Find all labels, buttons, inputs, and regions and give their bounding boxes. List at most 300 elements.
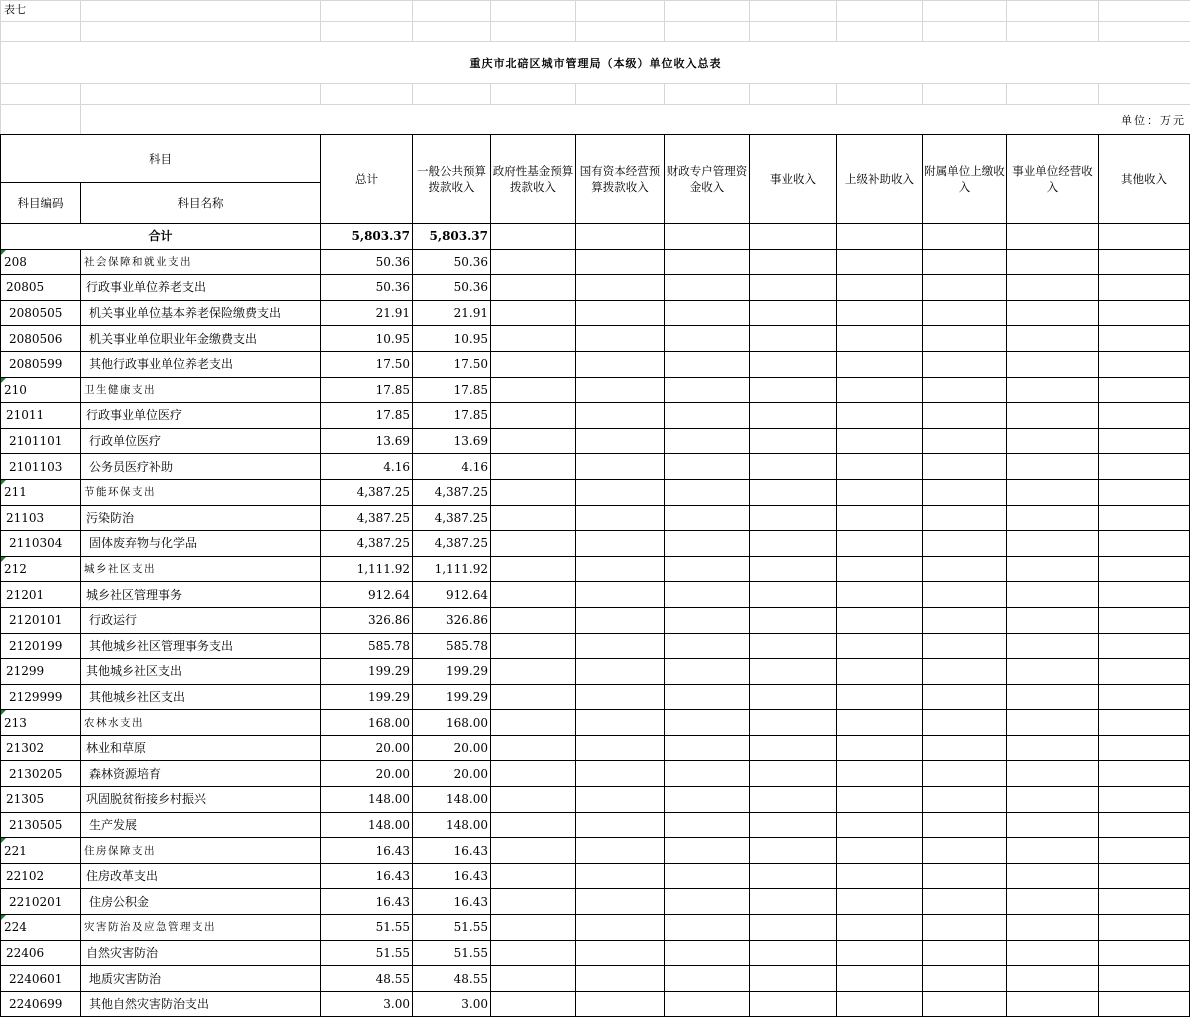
row-general[interactable]: 199.29 bbox=[413, 684, 491, 710]
row-code[interactable]: 2110304 bbox=[1, 531, 81, 557]
row-empty-cell[interactable] bbox=[837, 607, 923, 633]
row-code[interactable]: 2101103 bbox=[1, 454, 81, 480]
row-empty-cell[interactable] bbox=[1007, 377, 1099, 403]
row-empty-cell[interactable] bbox=[665, 915, 750, 941]
row-empty-cell[interactable] bbox=[750, 863, 837, 889]
row-empty-cell[interactable] bbox=[837, 326, 923, 352]
row-name[interactable]: 机关事业单位职业年金缴费支出 bbox=[81, 326, 321, 352]
row-empty-cell[interactable] bbox=[665, 377, 750, 403]
row-empty-cell[interactable] bbox=[491, 428, 576, 454]
row-total[interactable]: 4,387.25 bbox=[321, 531, 413, 557]
row-general[interactable]: 912.64 bbox=[413, 582, 491, 608]
row-empty-cell[interactable] bbox=[491, 633, 576, 659]
row-empty-cell[interactable] bbox=[1007, 326, 1099, 352]
row-empty-cell[interactable] bbox=[665, 787, 750, 813]
row-empty-cell[interactable] bbox=[923, 889, 1007, 915]
row-empty-cell[interactable] bbox=[923, 633, 1007, 659]
row-empty-cell[interactable] bbox=[1099, 403, 1190, 429]
row-empty-cell[interactable] bbox=[576, 787, 665, 813]
row-name[interactable]: 住房公积金 bbox=[81, 889, 321, 915]
header-operation[interactable]: 事业单位经营收入 bbox=[1007, 135, 1099, 224]
row-empty-cell[interactable] bbox=[837, 710, 923, 736]
header-total[interactable]: 总计 bbox=[321, 135, 413, 224]
row-empty-cell[interactable] bbox=[1099, 812, 1190, 838]
row-empty-cell[interactable] bbox=[750, 787, 837, 813]
row-empty-cell[interactable] bbox=[750, 428, 837, 454]
row-total[interactable]: 148.00 bbox=[321, 812, 413, 838]
row-empty-cell[interactable] bbox=[837, 300, 923, 326]
summary-total[interactable]: 5,803.37 bbox=[321, 224, 413, 250]
row-name[interactable]: 节能环保支出 bbox=[81, 479, 321, 505]
row-empty-cell[interactable] bbox=[491, 735, 576, 761]
row-empty-cell[interactable] bbox=[750, 275, 837, 301]
row-name[interactable]: 城乡社区支出 bbox=[81, 556, 321, 582]
row-empty-cell[interactable] bbox=[1099, 479, 1190, 505]
row-total[interactable]: 148.00 bbox=[321, 787, 413, 813]
row-empty-cell[interactable] bbox=[750, 889, 837, 915]
row-general[interactable]: 585.78 bbox=[413, 633, 491, 659]
row-empty-cell[interactable] bbox=[491, 275, 576, 301]
row-general[interactable]: 50.36 bbox=[413, 249, 491, 275]
row-empty-cell[interactable] bbox=[750, 531, 837, 557]
row-empty-cell[interactable] bbox=[576, 377, 665, 403]
row-empty-cell[interactable] bbox=[665, 991, 750, 1017]
row-empty-cell[interactable] bbox=[491, 531, 576, 557]
row-code[interactable]: 208 bbox=[1, 249, 81, 275]
row-empty-cell[interactable] bbox=[923, 966, 1007, 992]
row-empty-cell[interactable] bbox=[750, 991, 837, 1017]
row-empty-cell[interactable] bbox=[750, 838, 837, 864]
row-name[interactable]: 其他城乡社区管理事务支出 bbox=[81, 633, 321, 659]
row-total[interactable]: 48.55 bbox=[321, 966, 413, 992]
row-empty-cell[interactable] bbox=[837, 659, 923, 685]
row-code[interactable]: 2130205 bbox=[1, 761, 81, 787]
row-empty-cell[interactable] bbox=[1007, 991, 1099, 1017]
row-total[interactable]: 1,111.92 bbox=[321, 556, 413, 582]
row-empty-cell[interactable] bbox=[1099, 454, 1190, 480]
row-empty-cell[interactable] bbox=[491, 966, 576, 992]
row-empty-cell[interactable] bbox=[491, 479, 576, 505]
row-code[interactable]: 2080506 bbox=[1, 326, 81, 352]
row-empty-cell[interactable] bbox=[576, 684, 665, 710]
row-empty-cell[interactable] bbox=[837, 940, 923, 966]
row-empty-cell[interactable] bbox=[576, 710, 665, 736]
row-general[interactable]: 199.29 bbox=[413, 659, 491, 685]
row-empty-cell[interactable] bbox=[837, 812, 923, 838]
row-empty-cell[interactable] bbox=[1007, 633, 1099, 659]
row-code[interactable]: 22406 bbox=[1, 940, 81, 966]
row-empty-cell[interactable] bbox=[750, 710, 837, 736]
row-empty-cell[interactable] bbox=[491, 761, 576, 787]
row-empty-cell[interactable] bbox=[837, 863, 923, 889]
row-empty-cell[interactable] bbox=[576, 863, 665, 889]
row-empty-cell[interactable] bbox=[750, 505, 837, 531]
row-empty-cell[interactable] bbox=[837, 275, 923, 301]
row-empty-cell[interactable] bbox=[750, 812, 837, 838]
row-total[interactable]: 16.43 bbox=[321, 863, 413, 889]
row-empty-cell[interactable] bbox=[923, 326, 1007, 352]
row-empty-cell[interactable] bbox=[837, 787, 923, 813]
row-empty-cell[interactable] bbox=[923, 428, 1007, 454]
row-empty-cell[interactable] bbox=[837, 454, 923, 480]
row-empty-cell[interactable] bbox=[491, 300, 576, 326]
row-empty-cell[interactable] bbox=[1007, 889, 1099, 915]
row-general[interactable]: 1,111.92 bbox=[413, 556, 491, 582]
row-total[interactable]: 585.78 bbox=[321, 633, 413, 659]
row-empty-cell[interactable] bbox=[491, 556, 576, 582]
row-empty-cell[interactable] bbox=[1007, 761, 1099, 787]
row-total[interactable]: 16.43 bbox=[321, 889, 413, 915]
row-empty-cell[interactable] bbox=[1099, 351, 1190, 377]
header-general[interactable]: 一般公共预算拨款收入 bbox=[413, 135, 491, 224]
row-empty-cell[interactable] bbox=[576, 991, 665, 1017]
row-empty-cell[interactable] bbox=[750, 659, 837, 685]
row-general[interactable]: 10.95 bbox=[413, 326, 491, 352]
row-name[interactable]: 卫生健康支出 bbox=[81, 377, 321, 403]
row-empty-cell[interactable] bbox=[491, 249, 576, 275]
row-general[interactable]: 17.85 bbox=[413, 403, 491, 429]
row-empty-cell[interactable] bbox=[750, 607, 837, 633]
row-general[interactable]: 3.00 bbox=[413, 991, 491, 1017]
row-empty-cell[interactable] bbox=[1099, 735, 1190, 761]
row-total[interactable]: 326.86 bbox=[321, 607, 413, 633]
row-empty-cell[interactable] bbox=[750, 326, 837, 352]
header-state-capital[interactable]: 国有资本经营预算拨款收入 bbox=[576, 135, 665, 224]
row-empty-cell[interactable] bbox=[491, 915, 576, 941]
row-empty-cell[interactable] bbox=[1099, 607, 1190, 633]
row-code[interactable]: 21011 bbox=[1, 403, 81, 429]
row-empty-cell[interactable] bbox=[750, 915, 837, 941]
row-empty-cell[interactable] bbox=[750, 300, 837, 326]
row-empty-cell[interactable] bbox=[837, 582, 923, 608]
row-empty-cell[interactable] bbox=[576, 582, 665, 608]
row-general[interactable]: 51.55 bbox=[413, 915, 491, 941]
header-special[interactable]: 财政专户管理资金收入 bbox=[665, 135, 750, 224]
row-empty-cell[interactable] bbox=[491, 838, 576, 864]
row-empty-cell[interactable] bbox=[1007, 428, 1099, 454]
row-empty-cell[interactable] bbox=[923, 403, 1007, 429]
row-empty-cell[interactable] bbox=[1007, 403, 1099, 429]
row-empty-cell[interactable] bbox=[1099, 326, 1190, 352]
row-empty-cell[interactable] bbox=[576, 966, 665, 992]
row-empty-cell[interactable] bbox=[750, 684, 837, 710]
row-empty-cell[interactable] bbox=[750, 582, 837, 608]
row-empty-cell[interactable] bbox=[665, 710, 750, 736]
row-empty-cell[interactable] bbox=[1099, 940, 1190, 966]
row-total[interactable]: 199.29 bbox=[321, 684, 413, 710]
row-empty-cell[interactable] bbox=[1099, 863, 1190, 889]
row-empty-cell[interactable] bbox=[491, 812, 576, 838]
row-empty-cell[interactable] bbox=[923, 454, 1007, 480]
header-name[interactable]: 科目名称 bbox=[81, 183, 321, 224]
row-name[interactable]: 机关事业单位基本养老保险缴费支出 bbox=[81, 300, 321, 326]
row-empty-cell[interactable] bbox=[665, 812, 750, 838]
row-name[interactable]: 其他城乡社区支出 bbox=[81, 684, 321, 710]
row-name[interactable]: 城乡社区管理事务 bbox=[81, 582, 321, 608]
row-empty-cell[interactable] bbox=[1007, 863, 1099, 889]
row-empty-cell[interactable] bbox=[491, 582, 576, 608]
row-empty-cell[interactable] bbox=[1007, 735, 1099, 761]
row-empty-cell[interactable] bbox=[1099, 556, 1190, 582]
row-empty-cell[interactable] bbox=[750, 377, 837, 403]
row-empty-cell[interactable] bbox=[837, 351, 923, 377]
row-total[interactable]: 50.36 bbox=[321, 275, 413, 301]
row-empty-cell[interactable] bbox=[665, 249, 750, 275]
row-empty-cell[interactable] bbox=[665, 505, 750, 531]
row-empty-cell[interactable] bbox=[923, 838, 1007, 864]
row-empty-cell[interactable] bbox=[491, 991, 576, 1017]
row-empty-cell[interactable] bbox=[750, 454, 837, 480]
row-empty-cell[interactable] bbox=[665, 428, 750, 454]
row-empty-cell[interactable] bbox=[750, 249, 837, 275]
row-general[interactable]: 50.36 bbox=[413, 275, 491, 301]
row-empty-cell[interactable] bbox=[837, 403, 923, 429]
row-empty-cell[interactable] bbox=[837, 915, 923, 941]
row-empty-cell[interactable] bbox=[576, 761, 665, 787]
row-empty-cell[interactable] bbox=[1099, 531, 1190, 557]
row-empty-cell[interactable] bbox=[1099, 300, 1190, 326]
row-empty-cell[interactable] bbox=[923, 659, 1007, 685]
summary-general[interactable]: 5,803.37 bbox=[413, 224, 491, 250]
row-name[interactable]: 行政事业单位医疗 bbox=[81, 403, 321, 429]
row-empty-cell[interactable] bbox=[837, 505, 923, 531]
row-empty-cell[interactable] bbox=[665, 326, 750, 352]
row-code[interactable]: 2210201 bbox=[1, 889, 81, 915]
row-empty-cell[interactable] bbox=[576, 607, 665, 633]
row-empty-cell[interactable] bbox=[750, 556, 837, 582]
row-total[interactable]: 4,387.25 bbox=[321, 505, 413, 531]
row-empty-cell[interactable] bbox=[837, 991, 923, 1017]
row-code[interactable]: 2120199 bbox=[1, 633, 81, 659]
row-empty-cell[interactable] bbox=[923, 761, 1007, 787]
row-empty-cell[interactable] bbox=[665, 889, 750, 915]
row-empty-cell[interactable] bbox=[837, 966, 923, 992]
row-code[interactable]: 213 bbox=[1, 710, 81, 736]
row-empty-cell[interactable] bbox=[491, 940, 576, 966]
row-empty-cell[interactable] bbox=[1099, 761, 1190, 787]
row-empty-cell[interactable] bbox=[1007, 531, 1099, 557]
row-empty-cell[interactable] bbox=[491, 326, 576, 352]
row-general[interactable]: 21.91 bbox=[413, 300, 491, 326]
row-empty-cell[interactable] bbox=[923, 505, 1007, 531]
row-empty-cell[interactable] bbox=[576, 940, 665, 966]
row-empty-cell[interactable] bbox=[750, 633, 837, 659]
row-empty-cell[interactable] bbox=[491, 787, 576, 813]
row-empty-cell[interactable] bbox=[1099, 505, 1190, 531]
row-empty-cell[interactable] bbox=[576, 838, 665, 864]
row-general[interactable]: 20.00 bbox=[413, 761, 491, 787]
row-empty-cell[interactable] bbox=[1099, 377, 1190, 403]
row-empty-cell[interactable] bbox=[923, 556, 1007, 582]
row-empty-cell[interactable] bbox=[491, 351, 576, 377]
row-empty-cell[interactable] bbox=[923, 787, 1007, 813]
row-empty-cell[interactable] bbox=[665, 531, 750, 557]
row-code[interactable]: 21305 bbox=[1, 787, 81, 813]
row-empty-cell[interactable] bbox=[665, 351, 750, 377]
row-empty-cell[interactable] bbox=[1099, 838, 1190, 864]
row-empty-cell[interactable] bbox=[750, 479, 837, 505]
row-empty-cell[interactable] bbox=[1007, 479, 1099, 505]
row-empty-cell[interactable] bbox=[837, 531, 923, 557]
row-empty-cell[interactable] bbox=[923, 275, 1007, 301]
row-empty-cell[interactable] bbox=[576, 479, 665, 505]
row-empty-cell[interactable] bbox=[1007, 556, 1099, 582]
row-general[interactable]: 16.43 bbox=[413, 863, 491, 889]
row-empty-cell[interactable] bbox=[1099, 991, 1190, 1017]
row-code[interactable]: 21103 bbox=[1, 505, 81, 531]
summary-label[interactable]: 合计 bbox=[1, 224, 321, 250]
row-empty-cell[interactable] bbox=[1007, 505, 1099, 531]
header-subsidy[interactable]: 上级补助收入 bbox=[837, 135, 923, 224]
row-empty-cell[interactable] bbox=[750, 735, 837, 761]
row-empty-cell[interactable] bbox=[1007, 582, 1099, 608]
row-general[interactable]: 4,387.25 bbox=[413, 479, 491, 505]
row-empty-cell[interactable] bbox=[1099, 787, 1190, 813]
row-empty-cell[interactable] bbox=[837, 889, 923, 915]
row-empty-cell[interactable] bbox=[1007, 454, 1099, 480]
row-general[interactable]: 16.43 bbox=[413, 838, 491, 864]
row-name[interactable]: 社会保障和就业支出 bbox=[81, 249, 321, 275]
header-affiliated[interactable]: 附属单位上缴收入 bbox=[923, 135, 1007, 224]
row-total[interactable]: 51.55 bbox=[321, 940, 413, 966]
row-empty-cell[interactable] bbox=[837, 377, 923, 403]
row-empty-cell[interactable] bbox=[576, 531, 665, 557]
row-total[interactable]: 199.29 bbox=[321, 659, 413, 685]
row-total[interactable]: 17.85 bbox=[321, 377, 413, 403]
row-total[interactable]: 17.85 bbox=[321, 403, 413, 429]
row-name[interactable]: 自然灾害防治 bbox=[81, 940, 321, 966]
row-empty-cell[interactable] bbox=[665, 275, 750, 301]
row-empty-cell[interactable] bbox=[665, 403, 750, 429]
row-total[interactable]: 4,387.25 bbox=[321, 479, 413, 505]
row-code[interactable]: 212 bbox=[1, 556, 81, 582]
row-empty-cell[interactable] bbox=[1099, 710, 1190, 736]
row-empty-cell[interactable] bbox=[923, 582, 1007, 608]
row-empty-cell[interactable] bbox=[923, 479, 1007, 505]
row-empty-cell[interactable] bbox=[837, 735, 923, 761]
row-empty-cell[interactable] bbox=[665, 556, 750, 582]
row-empty-cell[interactable] bbox=[750, 351, 837, 377]
row-general[interactable]: 4,387.25 bbox=[413, 505, 491, 531]
row-empty-cell[interactable] bbox=[1007, 838, 1099, 864]
row-empty-cell[interactable] bbox=[1007, 915, 1099, 941]
row-empty-cell[interactable] bbox=[665, 607, 750, 633]
row-code[interactable]: 20805 bbox=[1, 275, 81, 301]
row-empty-cell[interactable] bbox=[576, 915, 665, 941]
row-code[interactable]: 2080505 bbox=[1, 300, 81, 326]
row-empty-cell[interactable] bbox=[491, 863, 576, 889]
row-empty-cell[interactable] bbox=[923, 915, 1007, 941]
row-empty-cell[interactable] bbox=[665, 659, 750, 685]
row-empty-cell[interactable] bbox=[1007, 300, 1099, 326]
header-gov-fund[interactable]: 政府性基金预算拨款收入 bbox=[491, 135, 576, 224]
row-empty-cell[interactable] bbox=[491, 454, 576, 480]
row-empty-cell[interactable] bbox=[665, 863, 750, 889]
row-code[interactable]: 210 bbox=[1, 377, 81, 403]
row-empty-cell[interactable] bbox=[491, 684, 576, 710]
row-empty-cell[interactable] bbox=[665, 735, 750, 761]
row-empty-cell[interactable] bbox=[750, 940, 837, 966]
row-empty-cell[interactable] bbox=[491, 710, 576, 736]
row-empty-cell[interactable] bbox=[923, 735, 1007, 761]
row-empty-cell[interactable] bbox=[923, 710, 1007, 736]
row-empty-cell[interactable] bbox=[491, 889, 576, 915]
row-code[interactable]: 2080599 bbox=[1, 351, 81, 377]
row-empty-cell[interactable] bbox=[750, 966, 837, 992]
row-empty-cell[interactable] bbox=[837, 633, 923, 659]
header-other[interactable]: 其他收入 bbox=[1099, 135, 1190, 224]
row-empty-cell[interactable] bbox=[1007, 607, 1099, 633]
row-name[interactable]: 污染防治 bbox=[81, 505, 321, 531]
row-empty-cell[interactable] bbox=[1099, 275, 1190, 301]
row-name[interactable]: 其他行政事业单位养老支出 bbox=[81, 351, 321, 377]
row-empty-cell[interactable] bbox=[491, 377, 576, 403]
row-empty-cell[interactable] bbox=[923, 812, 1007, 838]
row-empty-cell[interactable] bbox=[1099, 582, 1190, 608]
row-general[interactable]: 17.50 bbox=[413, 351, 491, 377]
row-empty-cell[interactable] bbox=[923, 351, 1007, 377]
row-general[interactable]: 168.00 bbox=[413, 710, 491, 736]
row-empty-cell[interactable] bbox=[576, 428, 665, 454]
row-empty-cell[interactable] bbox=[1007, 684, 1099, 710]
row-code[interactable]: 221 bbox=[1, 838, 81, 864]
row-total[interactable]: 51.55 bbox=[321, 915, 413, 941]
row-code[interactable]: 21302 bbox=[1, 735, 81, 761]
row-empty-cell[interactable] bbox=[1099, 428, 1190, 454]
row-code[interactable]: 224 bbox=[1, 915, 81, 941]
row-empty-cell[interactable] bbox=[665, 761, 750, 787]
row-empty-cell[interactable] bbox=[837, 838, 923, 864]
row-empty-cell[interactable] bbox=[750, 761, 837, 787]
row-name[interactable]: 地质灾害防治 bbox=[81, 966, 321, 992]
row-empty-cell[interactable] bbox=[491, 403, 576, 429]
row-empty-cell[interactable] bbox=[665, 633, 750, 659]
row-total[interactable]: 17.50 bbox=[321, 351, 413, 377]
row-empty-cell[interactable] bbox=[576, 351, 665, 377]
row-empty-cell[interactable] bbox=[1007, 940, 1099, 966]
row-empty-cell[interactable] bbox=[1099, 966, 1190, 992]
row-general[interactable]: 51.55 bbox=[413, 940, 491, 966]
row-general[interactable]: 17.85 bbox=[413, 377, 491, 403]
row-empty-cell[interactable] bbox=[923, 991, 1007, 1017]
row-name[interactable]: 巩固脱贫衔接乡村振兴 bbox=[81, 787, 321, 813]
row-general[interactable]: 48.55 bbox=[413, 966, 491, 992]
row-total[interactable]: 4.16 bbox=[321, 454, 413, 480]
row-empty-cell[interactable] bbox=[1099, 684, 1190, 710]
row-empty-cell[interactable] bbox=[576, 505, 665, 531]
row-general[interactable]: 326.86 bbox=[413, 607, 491, 633]
row-empty-cell[interactable] bbox=[1007, 249, 1099, 275]
row-empty-cell[interactable] bbox=[576, 249, 665, 275]
row-empty-cell[interactable] bbox=[1099, 249, 1190, 275]
row-name[interactable]: 固体废弃物与化学品 bbox=[81, 531, 321, 557]
row-total[interactable]: 21.91 bbox=[321, 300, 413, 326]
row-total[interactable]: 10.95 bbox=[321, 326, 413, 352]
header-business[interactable]: 事业收入 bbox=[750, 135, 837, 224]
row-empty-cell[interactable] bbox=[1007, 351, 1099, 377]
row-name[interactable]: 农林水支出 bbox=[81, 710, 321, 736]
row-name[interactable]: 行政单位医疗 bbox=[81, 428, 321, 454]
row-general[interactable]: 20.00 bbox=[413, 735, 491, 761]
row-empty-cell[interactable] bbox=[1099, 659, 1190, 685]
row-empty-cell[interactable] bbox=[923, 300, 1007, 326]
row-general[interactable]: 4.16 bbox=[413, 454, 491, 480]
row-empty-cell[interactable] bbox=[837, 761, 923, 787]
row-empty-cell[interactable] bbox=[923, 940, 1007, 966]
row-name[interactable]: 其他城乡社区支出 bbox=[81, 659, 321, 685]
row-empty-cell[interactable] bbox=[665, 300, 750, 326]
row-empty-cell[interactable] bbox=[576, 326, 665, 352]
